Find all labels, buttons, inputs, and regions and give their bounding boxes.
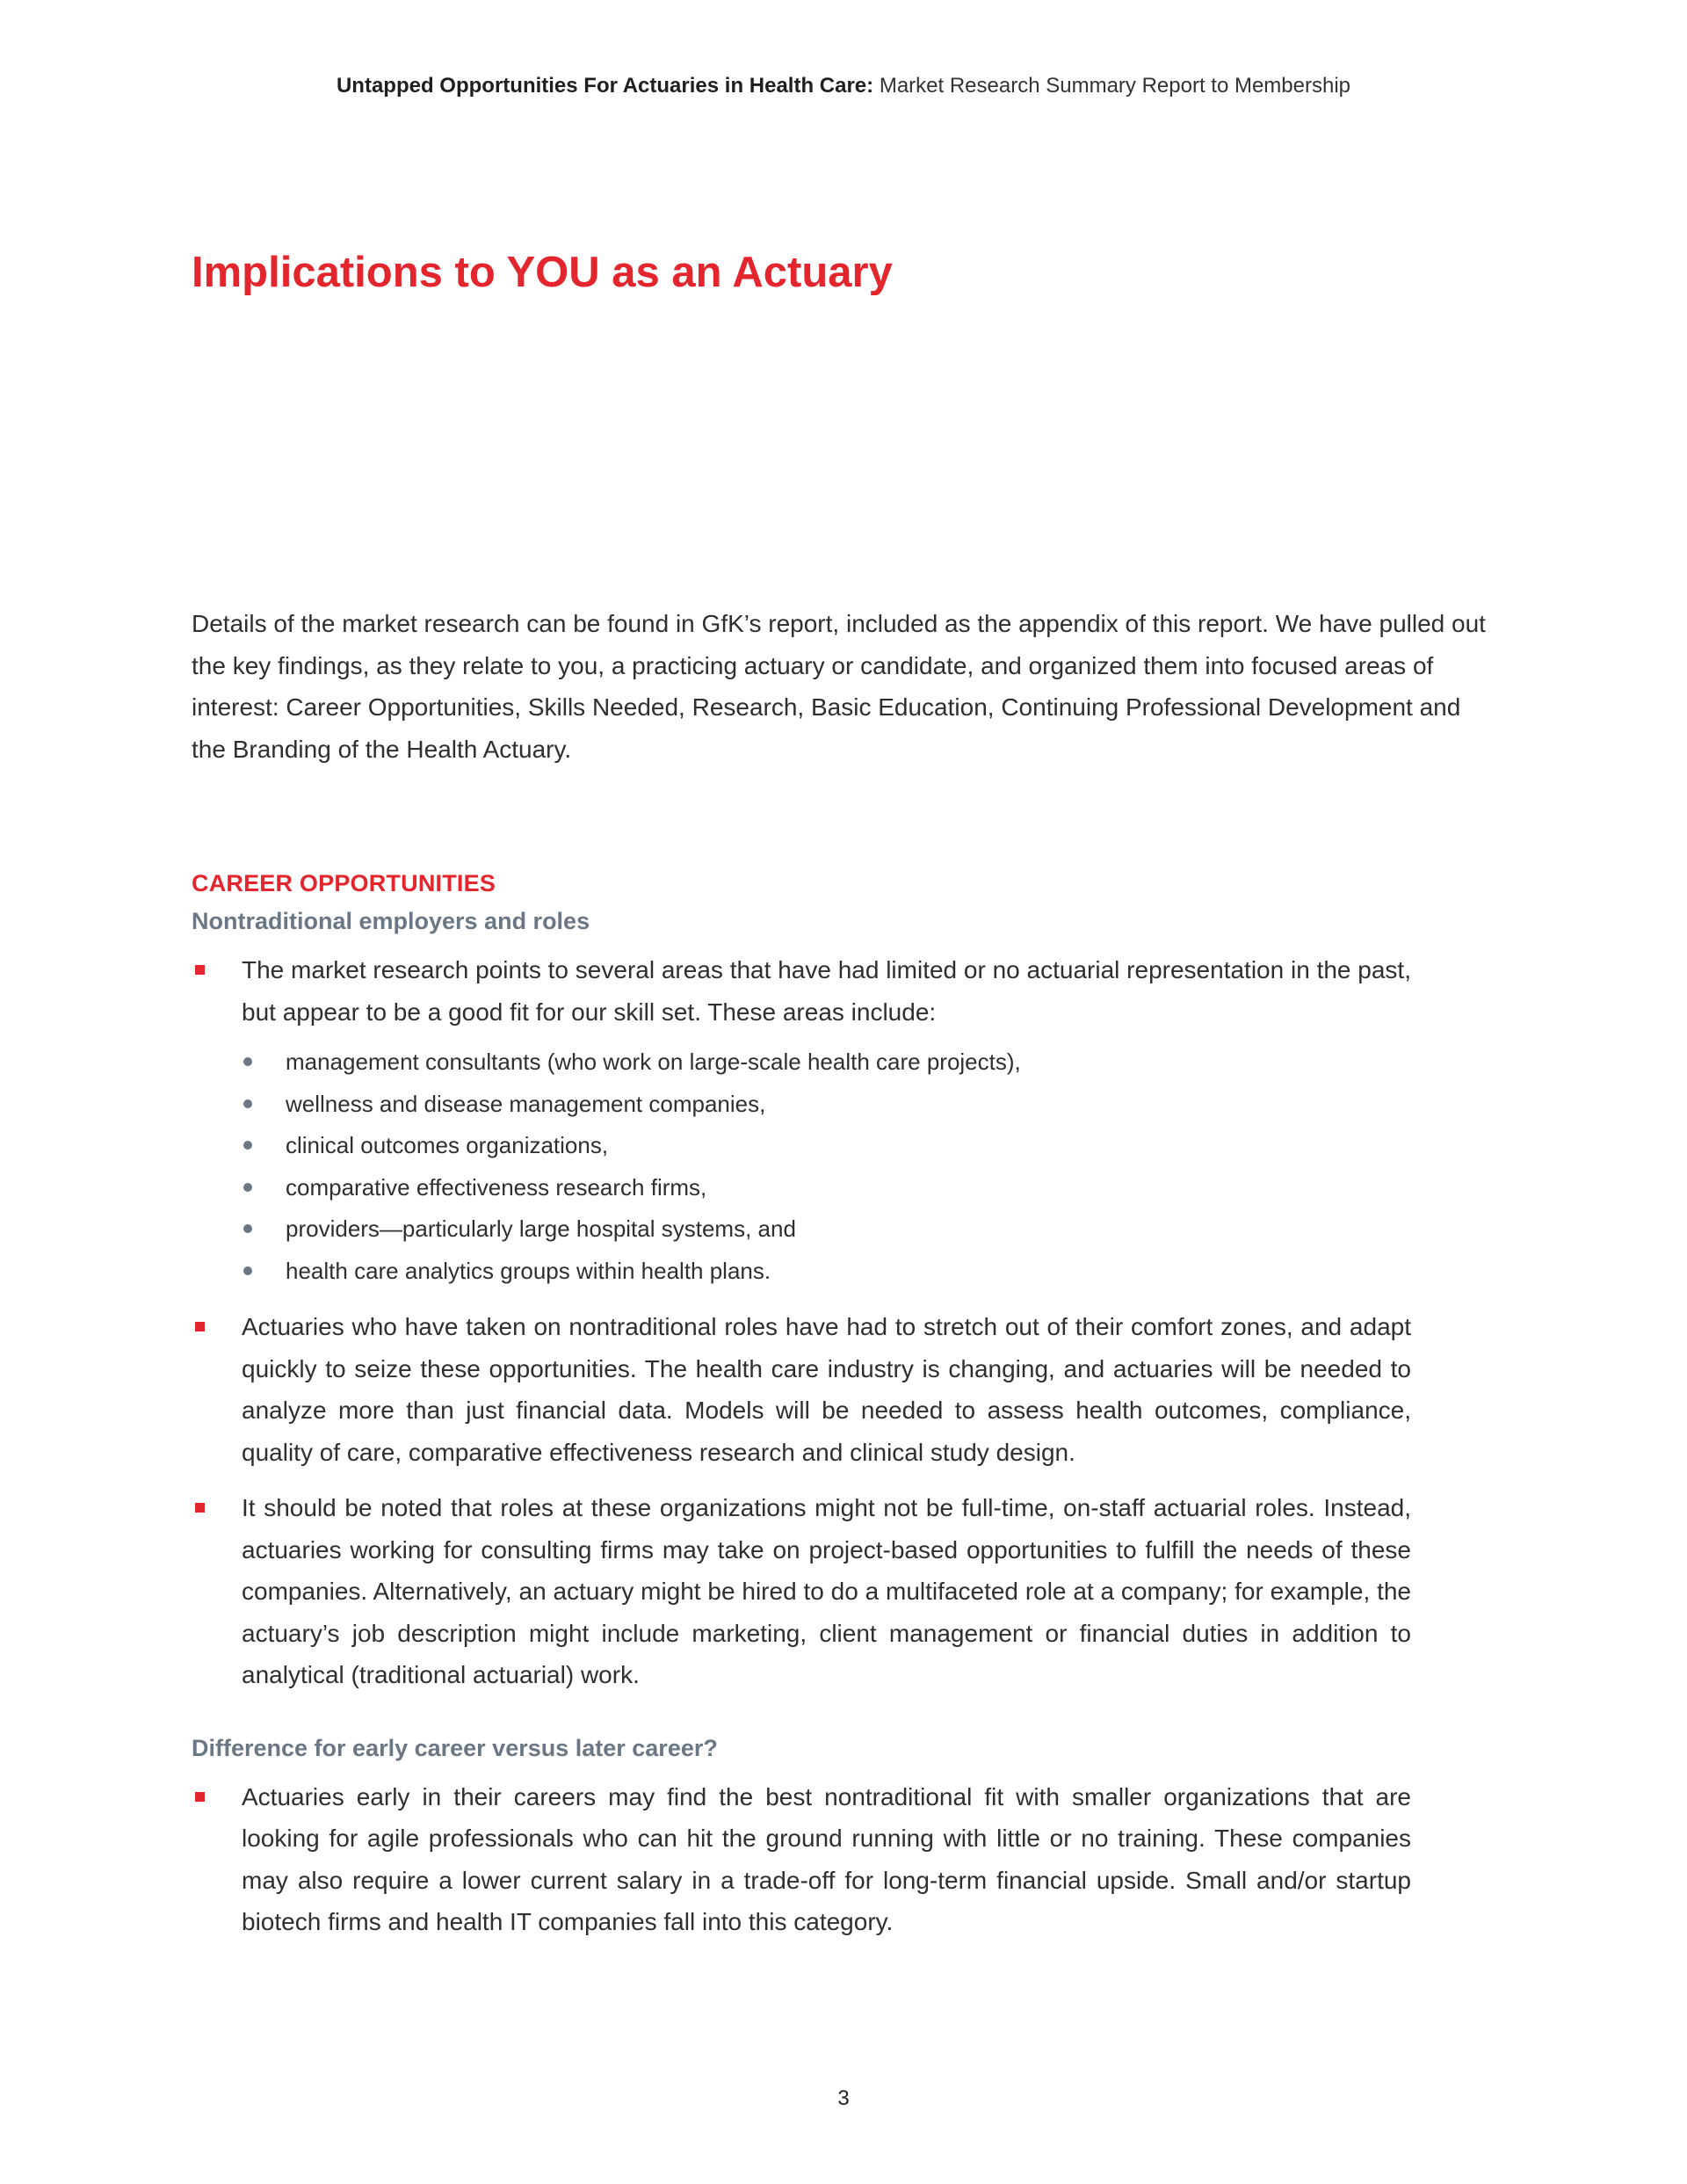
- bullet-text: The market research points to several areas that have had limited or no actuarial representation in the past, but appear to be a good fit for our skill set. These areas include:: [242, 956, 1411, 1026]
- bullet-item: [192, 949, 1411, 1292]
- sub-bullet-text: management consultants (who work on large-scale health care projects),: [286, 1048, 1021, 1075]
- page-number: 3: [837, 2086, 850, 2110]
- bullet-text: Actuaries who have taken on nontraditional roles have had to stretch out of their comfort zones, and adapt quickly to seize these opportunities. The health care industry is changing, and actuaries will be needed to analyze more than just financial data. Models will be needed to assess health outcomes, compliance, quality of care, comparative effectiveness research and clinical study design.: [242, 1313, 1411, 1466]
- bullet-text: Actuaries early in their careers may find the best nontraditional fit with smaller organizations that are looking for agile professionals who can hit the ground running with little or no training. These companies may also require a lower current salary in a trade-off for long-term financial upside. Small and/or startup biotech firms and health IT companies fall into this category.: [242, 1782, 1411, 1935]
- main-content: [192, 603, 1490, 1957]
- sub-bullet-item: [242, 1125, 1411, 1167]
- sub-bullet-text: providers—particularly large hospital systems, and: [286, 1215, 796, 1242]
- bullet-text: It should be noted that roles at these organizations might not be full-time, on-staff actuarial roles. Instead, actuaries working for consulting firms may take on project-based opportunities to fulfill the needs of these companies. Alternatively, an actuary might be hired to do a multifaceted role at a company; for example, the actuary’s job description might include marketing, client management or financial duties in addition to analytical (traditional actuarial) work.: [242, 1494, 1411, 1688]
- bullet-item: [192, 1306, 1411, 1473]
- running-header: [0, 74, 1687, 98]
- sub-bullet-text: health care analytics groups within health plans.: [286, 1257, 771, 1284]
- dot-bullet-icon: [243, 1099, 252, 1108]
- section-title: CAREER OPPORTUNITIES: [192, 870, 496, 896]
- sub-bullet-text: comparative effectiveness research firms,: [286, 1173, 707, 1201]
- dot-bullet-icon: [243, 1266, 252, 1275]
- bullet-item: [192, 1487, 1411, 1696]
- bullet-item: [192, 1776, 1411, 1943]
- square-bullet-icon: [195, 1503, 205, 1513]
- square-bullet-icon: [195, 965, 205, 975]
- square-bullet-icon: [195, 1792, 205, 1802]
- subsection-heading-career-stage: Difference for early career versus later career?: [192, 1734, 718, 1761]
- sub-bullet-item: [242, 1041, 1411, 1084]
- sub-bullet-item: [242, 1251, 1411, 1293]
- intro-paragraph: Details of the market research can be found in GfK’s report, included as the appendix of this report. We have pulled out the key findings, as they relate to you, a practicing actuary or candidate, and organized them into focused areas of interest: Career Opportunities, Skills Needed, Research, Basic Education, Continuing Professional Development and the Branding of the Health Actuary.: [192, 610, 1486, 763]
- running-header-rest: Market Research Summary Report to Membership: [879, 74, 1351, 98]
- sub-bullet-text: clinical outcomes organizations,: [286, 1132, 609, 1158]
- dot-bullet-icon: [243, 1183, 252, 1192]
- sub-bullet-text: wellness and disease management companies,: [286, 1090, 766, 1117]
- running-header-bold: Untapped Opportunities For Actuaries in Health Care:: [336, 74, 874, 98]
- dot-bullet-icon: [243, 1141, 252, 1150]
- dot-bullet-icon: [243, 1224, 252, 1233]
- page-title: Implications to YOU as an Actuary: [192, 249, 893, 296]
- bullet-list-career-stage: [192, 1776, 1411, 1943]
- subsection-heading-nontraditional: Nontraditional employers and roles: [192, 908, 590, 934]
- sub-bullet-item: [242, 1084, 1411, 1126]
- square-bullet-icon: [195, 1322, 205, 1331]
- sub-bullet-list: [242, 1041, 1411, 1292]
- sub-bullet-item: [242, 1208, 1411, 1251]
- dot-bullet-icon: [243, 1057, 252, 1066]
- bullet-list-nontraditional: [192, 949, 1411, 1696]
- sub-bullet-item: [242, 1167, 1411, 1209]
